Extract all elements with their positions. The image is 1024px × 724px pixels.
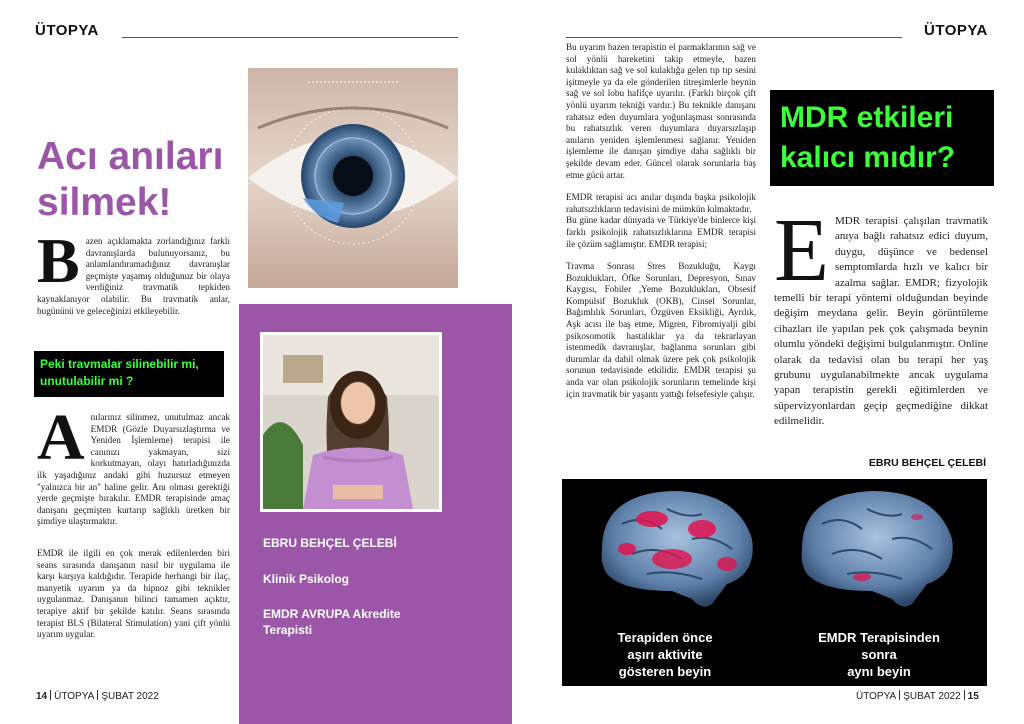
page-number-left: 14 (36, 691, 48, 702)
para3-text: EMDR ile ilgili en çok merak edilenlerden biri seans sırasında danışanın nasıl bir uygulama ile karşı karşıya kaldığıdır. Terapide herhangi bir ilaç, manyetik uyarım ya da hipnoz gibi teknikler uygulanmaz. Danışanın bilinci tamamen açıktır, terapiye aktif bir şekilde katılır. Seans sırasında terapist BLS (Bilateral Stimulation) yani çift yönlü uyarım uygular. (37, 548, 230, 640)
title-line-1: Acı anıları (37, 135, 224, 178)
header-rule-right (566, 37, 902, 38)
brain-image (562, 479, 987, 686)
intro-paragraph (37, 225, 230, 317)
right-dropcap: E (774, 201, 829, 300)
brain-after (802, 491, 953, 607)
profile-panel (239, 304, 512, 724)
subhead-box (34, 351, 224, 397)
right-title-box (770, 90, 994, 186)
intro-dropcap: B (37, 225, 80, 296)
brand-left: ÜTOPYA (35, 22, 99, 39)
article-title (37, 134, 247, 226)
profile-photo-frame (260, 332, 442, 512)
subhead-text: Peki travmalar silinebilir mi, unutulabilir mi ? (40, 357, 199, 388)
middle-paragraph-1: Bu uyarım bazen terapistin el parmaklarının sağ ve sol yönlü hareketini takip etmeyle, bazen kulaklıktan sağ ve sol kulaklığa gelen tıp tıp sesini işitmeyle ya da ele gönderilen titreşimlerle beynin sağ ve sol lobu hafifçe uyarılır. (Farklı birçok çift yönlü uyarım tekniği vardır.) Bu teknikle danışanı rahatsız eden duyumlara yoğunlaşması sonrasında bu rahatsızlık veren duyumlara duyarsızlaşıp anıların yeniden işlemlenmesi sağlanır. Yeniden işlemleme ile danışan şimdiye daha sağlıklı bir şekilde devam eder. Güncel olarak sorunlarla baş etme gücü artar. (566, 42, 756, 180)
right-title-line-2: kalıcı mıdır? (780, 141, 956, 174)
header-rule-left (122, 37, 458, 38)
paragraph-3 (37, 548, 230, 641)
middle-paragraph-4: Travma Sonrası Stres Bozukluğu, Kaygı Bozuklukları, Öfke Sorunları, Depresyon, Sınav Kaygısı, Fobiler ,Yeme Bozuklukları, Obsesif Kompulsif Bozukluk (OKB), Cinsel Sorunlar, Bağımlılık Sorunları, Özgüven Eksikliği, Ayrılık, Aşk acısı ile baş etme, Migren, Fibromiyalji gibi psikosomotik hastalıklar ya da tekrarlayan istenmedik davranışlar, bağlanma sorunları gibi durumlar da dahil olmak üzere pek çok psikolojik sorunun tedavisinde etkilidir. EMDR terapisi şu anda var olan psikolojik sorunların temelinde kişi için travmatik bir yaşantı yattığı felsefesiyle çalışır. (566, 261, 756, 399)
page-number-right: 15 (967, 691, 979, 702)
para2-dropcap: A (37, 401, 85, 474)
profile-name: EBRU BEHÇEL ÇELEBİ (263, 536, 397, 550)
signature: EBRU BEHÇEL ÇELEBİ (868, 457, 986, 469)
right-text: MDR terapisi çalışılan travmatik anıya bağlı rahatsız edici duyum, duygu, düşünce ve bedensel semptomlarda hızlı ve kalıcı bir azalma sağlar. EMDR; fizyolojik temelli bir terapi yöntemi olduğundan beyinde değişim meydana gelir. Beyin görüntüleme cihazları ile yapılan pek çok çalışmada beynin olumlu yöndeki değişimi bulgulanmıştır. Online olarak da tedavisi olan bu terapi her yaş grubunu uygulanabilmekte ancak uygulama yapan terapistin gerekli eğitimlerden ve süpervizyonlardan geçip geçmediğine dikkat edilmelidir. (774, 215, 988, 428)
profile-role: Klinik Psikolog (263, 572, 350, 586)
middle-paragraph-2: EMDR terapisi acı anılar dışında başka psikolojik rahatsızlıkların tedavisini de mümkün kılmaktadır. (566, 192, 756, 214)
middle-column (566, 42, 756, 411)
eye-image (248, 68, 458, 288)
right-body (774, 201, 988, 430)
brain-caption-after: EMDR Terapisinden sonra aynı beyin (818, 630, 940, 679)
brand-right: ÜTOPYA (924, 22, 988, 39)
title-line-2: silmek! (37, 181, 172, 224)
middle-paragraph-3: Bu güne kadar dünyada ve Türkiye'de binlerce kişi farklı psikolojik rahatsızlıklarına EMDR terapisi ile çözüm sağlamıştır. EMDR terapisi; (566, 215, 756, 249)
brain-illustrations (562, 479, 987, 619)
paragraph-2 (37, 401, 230, 528)
brain-caption-before: Terapiden önce aşırı aktivite gösteren beyin (617, 630, 713, 679)
brain-before (602, 491, 753, 607)
profile-cert: EMDR AVRUPA Akredite Terapisti (263, 607, 401, 637)
right-title-line-1: MDR etkileri (780, 101, 954, 134)
profile-photo (263, 335, 439, 509)
intro-text: azen açıklamakta zorlandığınız farklı davranışlarda bulunuyorsanız, bu anlamlandıramadığınız davranışlar geçmişte yaşamış olduğunuz bir olaya verdiğiniz travmatik tepkiden kaynaklanıyor olabilir. Bu travmatik anlar, bugününü ve geleceğinizi etkileyebilir. (37, 236, 230, 316)
para2-text: nılarınız silinmez, unutulmaz ancak EMDR (Gözle Duyarsızlaştırma ve Yeniden İşlemleme) terapisi ile canınızı yakmayan, sizi korkutmayan, olayı hatırladığınızda ilk yaşadığınız andaki gibi huzursuz etmeyen "yalnızca bir an" haline gelir. Anı olması gerektiği yerde geçmişte bırakılır. EMDR terapisinde amaç danışanı geçmişten kurtarıp sağlıklı üretken bir şimdiye ulaştırmaktır. (37, 412, 230, 527)
footer-right: ÜTOPYA ŞUBAT 2022 15 (856, 691, 979, 702)
footer-left: 14 ÜTOPYA ŞUBAT 2022 (36, 691, 159, 702)
